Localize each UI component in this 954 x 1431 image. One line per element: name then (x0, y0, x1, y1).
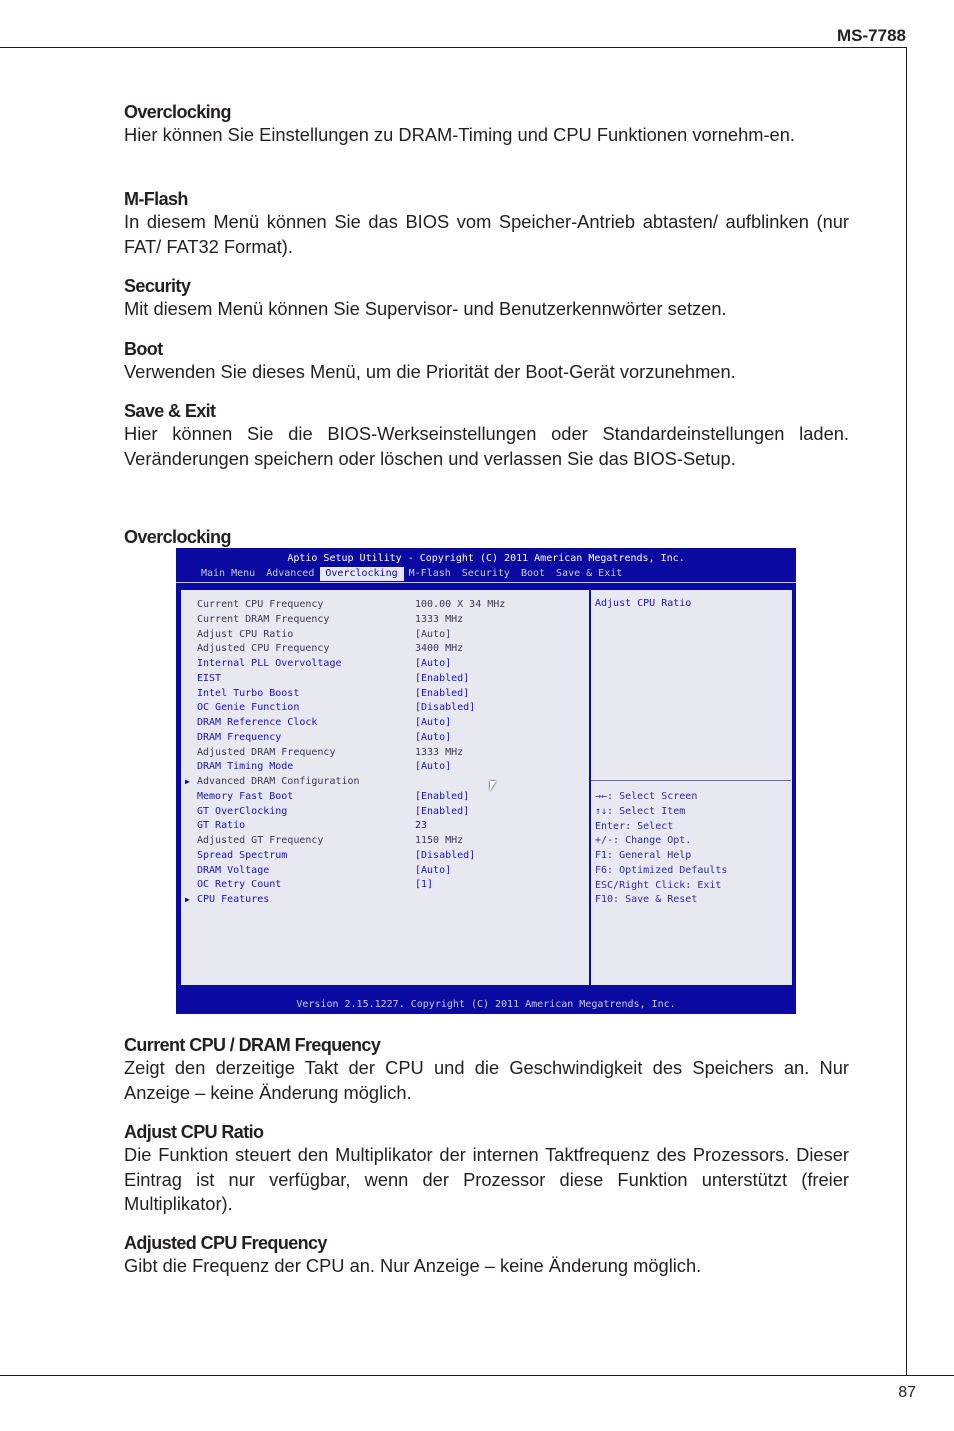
bios-body (178, 587, 795, 988)
bios-tab-security[interactable]: Security (461, 568, 510, 579)
page-number: 87 (898, 1384, 916, 1401)
bios-setting-value[interactable]: [Enabled] (415, 687, 470, 699)
bios-setting-label: OC Retry Count (197, 879, 282, 891)
bios-setting-label: DRAM Frequency (197, 731, 282, 743)
bios-setting-label: GT Ratio (197, 820, 246, 832)
footer-rule (0, 1375, 954, 1376)
bios-setting-value[interactable]: [Enabled] (415, 672, 470, 684)
bios-setting-value[interactable]: [Auto] (415, 717, 452, 728)
figure-heading: Overclocking (124, 527, 231, 547)
bios-setting-value[interactable]: [Enabled] (415, 805, 470, 817)
bios-setting-label: Spread Spectrum (197, 849, 288, 861)
bios-setting-value: 1333 MHz (415, 613, 464, 625)
section-adjusted-cpu-frequency (124, 1232, 849, 1279)
bios-setting-label: Memory Fast Boot (197, 790, 294, 802)
bios-tab-main-menu[interactable]: Main Menu (201, 568, 256, 579)
bios-setting-label: Internal PLL Overvoltage (197, 658, 342, 669)
bios-title: Aptio Setup Utility - Copyright (C) 2011 American Megatrends, Inc. (287, 553, 685, 564)
bios-help-keys (595, 790, 727, 908)
section-save-exit (124, 400, 849, 471)
bios-setting-label: CPU Features (197, 894, 270, 905)
bios-help-divider (591, 780, 791, 781)
bios-setting-label: Current CPU Frequency (197, 599, 324, 610)
bios-setting-label: Current DRAM Frequency (197, 613, 330, 625)
section-title: Current CPU / DRAM Frequency (124, 1035, 381, 1055)
bios-footer: Version 2.15.1227. Copyright (C) 2011 American Megatrends, Inc. (296, 999, 676, 1010)
section-current-cpu-dram-frequency (124, 1034, 849, 1105)
bios-help-key: F10: Save & Reset (595, 894, 698, 906)
bios-setting-label: Adjusted DRAM Frequency (197, 746, 336, 758)
section-title: Overclocking (124, 102, 231, 122)
bios-setting-value[interactable]: [Auto] (415, 761, 452, 773)
bios-settings-panel (180, 589, 590, 986)
header-rule (0, 47, 907, 48)
bios-tab-bar (196, 567, 628, 581)
bios-setting-label: DRAM Reference Clock (197, 717, 318, 728)
bios-setting-value: 1333 MHz (415, 746, 464, 758)
bios-setting-value: 3400 MHz (415, 643, 464, 655)
bios-setting-value[interactable]: [Disabled] (415, 849, 476, 861)
section-adjust-cpu-ratio (124, 1121, 849, 1217)
bios-setting-value[interactable]: [Disabled] (415, 702, 476, 714)
section-overclocking (124, 101, 849, 148)
bios-setting-label: GT OverClocking (197, 805, 288, 817)
bios-setting-label: DRAM Timing Mode (197, 761, 294, 773)
bios-help-key: Enter: Select (595, 820, 674, 832)
bios-setting-label: Advanced DRAM Configuration (197, 776, 360, 787)
bios-setting-value[interactable]: [Auto] (415, 658, 452, 669)
figure-heading-block (124, 526, 849, 548)
bios-tab-save-exit[interactable]: Save & Exit (556, 568, 623, 579)
section-title: Security (124, 276, 191, 296)
bios-screenshot (176, 548, 796, 1014)
bios-setting-label: DRAM Voltage (197, 864, 270, 876)
bios-setting-value[interactable]: [Auto] (415, 731, 452, 743)
mouse-cursor-icon (490, 781, 496, 791)
bios-help-key: +/-: Change Opt. (595, 835, 692, 847)
section-text: In diesem Menü können Sie das BIOS vom Speicher-Antrieb abtasten/ aufblinken (nur FAT/ FAT32 Format). (124, 211, 849, 257)
bios-setting-label: EIST (197, 672, 222, 684)
submenu-arrow-icon: ▶ (185, 895, 190, 904)
bios-setting-value: [Auto] (415, 628, 452, 640)
bios-setting-value[interactable]: 23 (415, 820, 428, 832)
bios-help-key: ESC/Right Click: Exit (595, 879, 722, 891)
bios-help-key: ↑↓: Select Item (595, 805, 686, 817)
side-rule (906, 47, 907, 1375)
section-title: Adjust CPU Ratio (124, 1122, 264, 1142)
bios-setting-label: Intel Turbo Boost (197, 687, 300, 699)
bios-setting-label: Adjust CPU Ratio (197, 628, 294, 640)
section-boot (124, 338, 849, 385)
bios-setting-label: OC Genie Function (197, 702, 300, 714)
bios-tab-advanced[interactable]: Advanced (266, 568, 315, 579)
bios-setting-label: Adjusted GT Frequency (197, 835, 324, 846)
bios-help-key: F1: General Help (595, 850, 692, 861)
submenu-arrow-icon: ▶ (185, 777, 190, 786)
bios-setting-value[interactable]: [Auto] (415, 864, 452, 876)
bios-help-key: F6: Optimized Defaults (595, 864, 728, 876)
section-text: Hier können Sie die BIOS-Werkseinstellungen oder Standardeinstellungen laden. Veränderungen speichern oder löschen und verlassen Sie das BIOS-Setup. (124, 423, 849, 469)
bios-setting-label: Adjusted CPU Frequency (197, 643, 330, 655)
section-title: M-Flash (124, 189, 188, 209)
section-security (124, 275, 849, 322)
bios-help-text: Adjust CPU Ratio (595, 598, 692, 609)
section-title: Save & Exit (124, 401, 216, 421)
section-title: Boot (124, 339, 163, 359)
bios-tab-m-flash[interactable]: M-Flash (408, 568, 451, 579)
section-title: Adjusted CPU Frequency (124, 1233, 327, 1253)
section-text: Verwenden Sie dieses Menü, um die Priorität der Boot-Gerät vorzunehmen. (124, 361, 736, 382)
bios-setting-value[interactable]: [Enabled] (415, 790, 470, 802)
bios-tab-boot[interactable]: Boot (520, 568, 546, 579)
bios-setting-value[interactable]: [1] (415, 879, 434, 891)
section-text: Mit diesem Menü können Sie Supervisor- und Benutzerkennwörter setzen. (124, 298, 727, 319)
bios-separator (176, 582, 796, 583)
section-text: Gibt die Frequenz der CPU an. Nur Anzeige – keine Änderung möglich. (124, 1255, 702, 1276)
bios-help-panel (590, 589, 793, 986)
section-text: Die Funktion steuert den Multiplikator der internen Taktfrequenz des Prozessors. Dieser Eintrag ist nur verfügbar, wenn der Prozessor diese Funktion unterstützt (freier Multiplikator). (124, 1144, 849, 1214)
bios-setting-value: 1150 MHz (415, 835, 464, 846)
model-number: MS-7788 (837, 26, 906, 45)
section-text: Zeigt den derzeitige Takt der CPU und die Geschwindigkeit des Speichers an. Nur Anzeige – keine Änderung möglich. (124, 1057, 849, 1103)
bios-setting-value: 100.00 X 34 MHz (415, 599, 506, 610)
bios-tab-overclocking[interactable]: Overclocking (320, 567, 403, 581)
bios-help-key: →←: Select Screen (595, 791, 698, 802)
section-m-flash (124, 188, 849, 259)
section-text: Hier können Sie Einstellungen zu DRAM-Timing und CPU Funktionen vornehm-en. (124, 124, 795, 145)
